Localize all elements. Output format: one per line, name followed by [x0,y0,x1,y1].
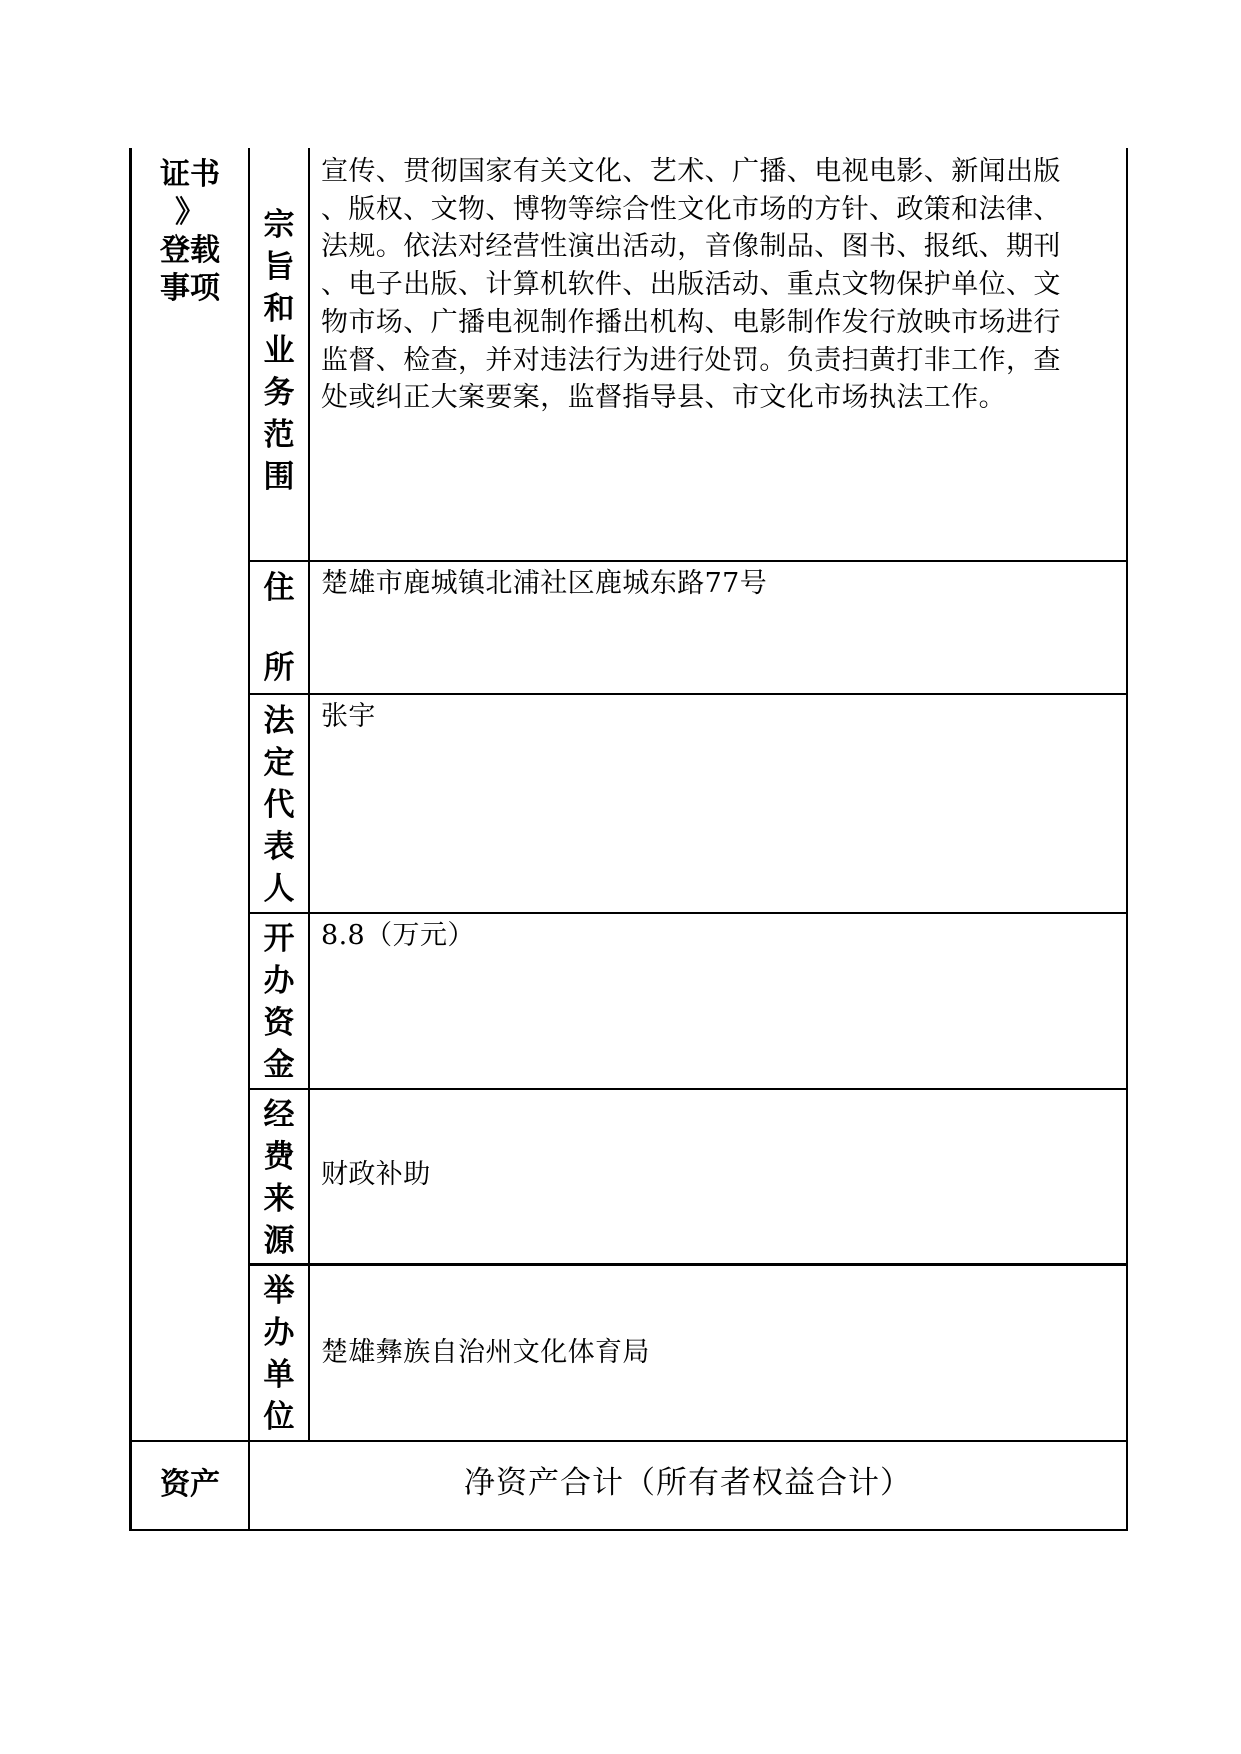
scope-text [321,153,1121,417]
scope-label-char: 务 [263,375,295,411]
scope-text-line: 物市场、广播电视制作播出机构、电影制作发行放映市场进行 [321,306,1061,338]
funding-label-char: 来 [263,1181,295,1217]
sponsor-label-char: 办 [263,1315,295,1351]
funding-label-char: 费 [263,1139,295,1175]
section-label-line-2: 》 [175,195,205,230]
scope-text-line: 、电子出版、计算机软件、出版活动、重点文物保护单位、文 [321,269,1061,301]
scope-label-char: 旨 [263,249,295,285]
row-divider-funding [248,1263,1128,1266]
capital-label-char: 办 [263,963,295,999]
address-value: 楚雄市鹿城镇北浦社区鹿城东路77号 [321,568,768,599]
capital-label [250,918,308,1086]
legal-rep-label-char: 代 [263,787,295,823]
scope-text-line: 监督、检查，并对违法行为进行处罚。负责扫黄打非工作，查 [321,344,1061,376]
scope-label-char: 和 [263,291,295,327]
capital-value: 8.8（万元） [321,920,475,951]
row-divider-address [248,693,1128,695]
legal-rep-label-char: 法 [263,703,295,739]
scope-label-char: 业 [263,333,295,369]
funding-label [250,1094,308,1262]
capital-label-char: 开 [263,921,295,957]
funding-label-char: 源 [263,1223,295,1259]
legal-rep-label-char: 定 [263,745,295,781]
row-divider-scope [248,560,1128,562]
row-divider-sponsor [129,1440,1128,1442]
table-right-border [1126,148,1128,1531]
section-label-line-1: 证书 [160,157,220,192]
scope-text-line: 处或纠正大案要案，监督指导县、市文化市场执法工作。 [321,382,1006,414]
table-bottom-border [129,1529,1128,1531]
section-label-line-3: 登载 [160,233,220,268]
net-assets-label: 净资产合计（所有者权益合计） [464,1465,912,1501]
legal-rep-label-char: 人 [263,871,295,907]
scope-text-line: 宣传、贯彻国家有关文化、艺术、广播、电视电影、新闻出版 [321,156,1061,187]
funding-label-char: 经 [263,1097,295,1133]
row-divider-legal-rep [248,912,1128,914]
capital-label-char: 资 [263,1005,295,1041]
section-label-line-4: 事项 [160,271,220,306]
scope-label-char: 范 [263,417,295,453]
legal-rep-label [250,700,308,910]
address-label-bottom: 所 [263,650,295,686]
sponsor-label [250,1270,308,1438]
scope-label [250,204,308,498]
scope-label-char: 围 [263,459,295,495]
address-label-top: 住 [263,570,295,606]
funding-value: 财政补助 [321,1159,431,1190]
capital-label-char: 金 [263,1047,295,1083]
assets-label: 资产 [160,1467,220,1502]
scope-label-char: 宗 [263,207,295,243]
scope-text-line: 、版权、文物、博物等综合性文化市场的方针、政策和法律、 [321,193,1061,225]
legal-rep-value: 张宇 [321,701,376,732]
section-label [132,156,248,308]
row-divider-capital [248,1088,1128,1090]
sponsor-label-char: 举 [263,1273,295,1309]
sponsor-label-char: 单 [263,1357,295,1393]
table-left-border [129,148,132,1531]
legal-rep-label-char: 表 [263,829,295,865]
scope-text-line: 法规。依法对经营性演出活动，音像制品、图书、报纸、期刊 [321,231,1061,263]
field-column-divider [308,148,310,1441]
sponsor-value: 楚雄彝族自治州文化体育局 [321,1337,650,1368]
sponsor-label-char: 位 [263,1399,295,1435]
